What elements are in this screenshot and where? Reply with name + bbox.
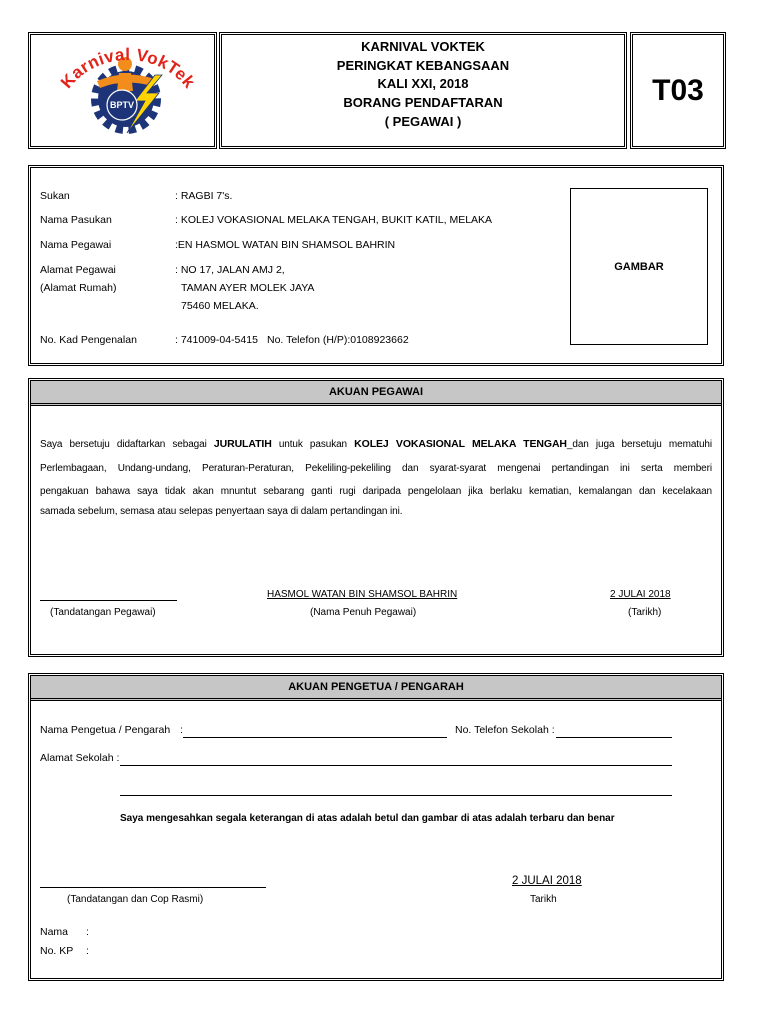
declaration-line: Perlembagaan, Undang-undang, Peraturan-Peraturan, Pekeliling-pekeliling dan syarat-syarat mengenai pertandingan ini serta memberi [40,463,712,474]
officer-date-label: (Tarikh) [628,607,662,618]
logo-box [28,32,217,149]
principal-nama-colon: : [86,926,89,938]
address-line: 75460 MELAKA. [181,300,259,312]
principal-kp-label: No. KP [40,945,74,957]
logo-arc-text: Karnival VokTek [57,44,200,92]
sukan-value: : RAGBI 7's. [175,190,233,202]
declaration-line [40,438,712,451]
team-name-label: Nama Pasukan [40,214,112,226]
officer-declaration-section [28,378,724,657]
declaration-text: Saya bersetuju didaftarkan sebagai [40,439,214,450]
officer-full-name-label: (Nama Penuh Pegawai) [310,607,417,618]
declaration-text: _dan juga bersetuju mematuhi [566,439,712,450]
address-line: : NO 17, JALAN AMJ 2, [175,264,285,276]
photo-placeholder [570,188,708,345]
principal-nama-label: Nama [40,926,69,938]
team-name-value: : KOLEJ VOKASIONAL MELAKA TENGAH, BUKIT KATIL, MELAKA [175,214,493,226]
form-code-box [630,32,726,149]
sukan-label: Sukan [40,190,70,202]
address-label: Alamat Pegawai [40,264,116,276]
officer-signature-label: (Tandatangan Pegawai) [50,607,156,618]
principal-kp-colon: : [86,945,89,957]
principal-confirmation-text: Saya mengesahkan segala keterangan di atas adalah betul dan gambar di atas adalah terbaru dan benar [120,813,615,824]
school-address-label: Alamat Sekolah : [40,752,120,764]
declaration-line: samada sebelum, semasa atau selepas penyertaan saya di dalam pertandingan ini. [40,506,403,517]
officer-name-label: Nama Pegawai [40,239,112,251]
title-line: BORANG PENDAFTARAN [343,95,503,111]
school-phone-label: No. Telefon Sekolah : [455,724,555,736]
logo-center-text: BPTV [109,100,135,110]
officer-name-value: :EN HASMOL WATAN BIN SHAMSOL BAHRIN [175,239,396,251]
photo-label: GAMBAR [614,260,664,273]
form-code: T03 [652,73,704,107]
declaration-team: KOLEJ VOKASIONAL MELAKA TENGAH [354,438,567,450]
title-line: KALI XXI, 2018 [377,76,469,92]
principal-date-label: Tarikh [530,894,557,905]
principal-name-label: Nama Pengetua / Pengarah [40,724,171,736]
phone-number: No. Telefon (H/P):0108923662 [267,334,409,346]
principal-name-colon: : [180,724,183,736]
karnival-voktek-logo [31,35,214,146]
title-line: PERINGKAT KEBANGSAAN [336,57,510,73]
principal-declaration-section [28,673,724,981]
school-address-line [120,795,672,796]
officer-signature-line [40,600,177,601]
principal-name-line [183,737,447,738]
title-line: KARNIVAL VOKTEK [361,39,485,54]
title-line: ( PEGAWAI ) [384,113,462,129]
principal-declaration-heading: AKUAN PENGETUA / PENGARAH [31,676,721,701]
officer-full-name: HASMOL WATAN BIN SHAMSOL BAHRIN [267,589,458,600]
officer-info-section [28,165,724,366]
declaration-role: JURULATIH [213,438,272,450]
address-line: TAMAN AYER MOLEK JAYA [181,282,315,294]
principal-signature-label: (Tandatangan dan Cop Rasmi) [67,894,204,905]
principal-signature-line [40,887,266,888]
officer-declaration-heading: AKUAN PEGAWAI [31,381,721,406]
form-title-box [219,32,627,149]
school-phone-line [556,737,672,738]
address-sublabel: (Alamat Rumah) [40,282,117,294]
principal-date: 2 JULAI 2018 [512,875,582,887]
officer-date: 2 JULAI 2018 [610,589,671,600]
logo-figure-body [117,73,133,91]
ic-number-value: : 741009-04-5415 [175,334,258,346]
declaration-text: untuk pasukan [271,439,355,450]
declaration-line: pengakuan bahawa saya tidak akan mnuntut sebarang ganti rugi daripada pengelolaan jika berlaku kematian, kemalangan dan kecelakaan [40,486,712,497]
school-address-line [120,765,672,766]
ic-number-label: No. Kad Pengenalan [40,334,137,346]
